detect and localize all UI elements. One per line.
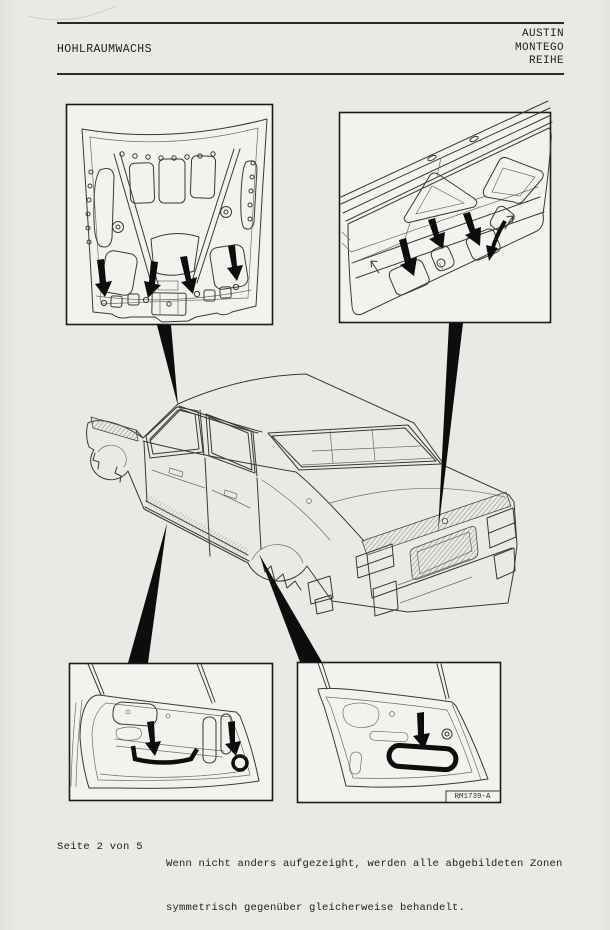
model-line-3: REIHE [528, 55, 564, 67]
door-wax-hole-ring [233, 756, 247, 770]
page-section-title: HOHLRAUMWACHS [57, 43, 152, 56]
leader-line-bootlid [438, 323, 463, 533]
model-line-2: MONTEGO [514, 41, 564, 54]
footer-note-line-2: symmetrisch gegenüber gleicherweise behandelt. [166, 901, 466, 914]
footer-note-line-1: Wenn nicht anders aufgezeight, werden alle abgebildeten Zonen [166, 858, 563, 870]
model-line-1: AUSTIN [521, 28, 564, 40]
leader-line-bonnet [157, 325, 178, 406]
fuel-filler-hole [307, 499, 312, 504]
rear-door-wax-opening [388, 745, 456, 771]
inset-frame-bootlid [340, 113, 551, 323]
drawing-ref-label: RM1739-A [454, 793, 491, 801]
cowl-wax-shading [91, 417, 138, 441]
leader-line-rear-door [259, 554, 322, 662]
page-number-label: Seite 2 von 5 [57, 841, 143, 853]
boot-lock-hole [442, 518, 447, 523]
leader-line-front-door [128, 523, 167, 663]
footer-note [166, 828, 563, 930]
page-curl-mark [28, 6, 116, 20]
